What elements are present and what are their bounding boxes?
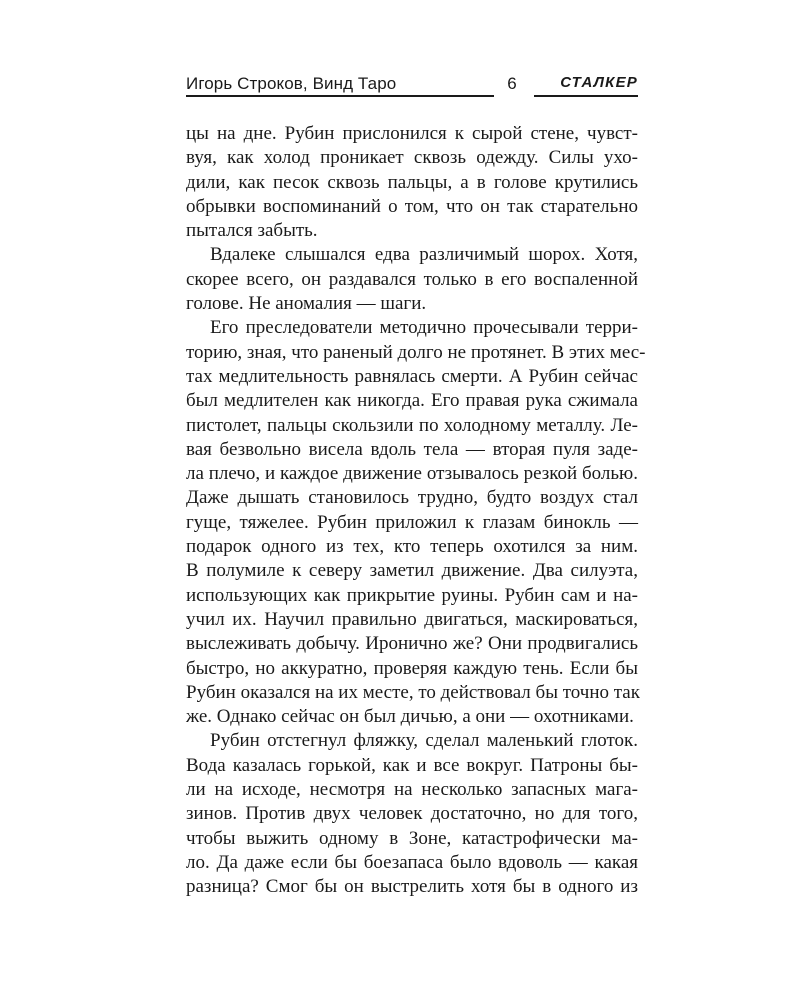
text-line: разница? Смог бы он выстрелить хотя бы в одного из <box>186 876 638 898</box>
header-series-title: СТАЛКЕР <box>560 74 638 91</box>
text-line: Его преследователи методично прочесывали терри- <box>210 317 638 339</box>
text-line: выслеживать добычу. Иронично же? Они продвигались <box>186 633 638 655</box>
text-line: гуще, тяжелее. Рубин приложил к глазам бинокль — <box>186 511 638 533</box>
text-line: подарок одного из тех, кто теперь охотился за ним. <box>186 536 638 558</box>
header-rule-left <box>186 95 494 97</box>
text-line: ло. Да даже если бы боезапаса было вдоволь — какая <box>186 851 638 873</box>
text-line: В полумиле к северу заметил движение. Два силуэта, <box>186 560 638 582</box>
text-line: ла плечо, и каждое движение отзывалось резкой болью. <box>186 463 638 485</box>
text-line: Даже дышать становилось трудно, будто воздух стал <box>186 487 638 509</box>
header-authors: Игорь Строков, Винд Таро <box>186 74 397 93</box>
text-line: вуя, как холод проникает сквозь одежду. Силы ухо- <box>186 147 638 169</box>
text-line: ли на исходе, несмотря на несколько запасных мага- <box>186 779 638 801</box>
paragraph <box>186 122 638 243</box>
header-rule-right <box>534 95 638 97</box>
text-line: Рубин оказался на их месте, то действовал бы точно так <box>186 681 640 703</box>
text-line: пистолет, пальцы скользили по холодному металлу. Ле- <box>186 414 638 436</box>
text-line: чтобы выжить одному в Зоне, катастрофически ма- <box>186 827 638 849</box>
page-number: 6 <box>507 74 517 93</box>
text-line: зинов. Против двух человек достаточно, но для того, <box>186 803 638 825</box>
text-line: пытался забыть. <box>186 220 318 242</box>
paragraph <box>186 729 638 899</box>
body-text <box>186 122 646 900</box>
text-line: использующих как прикрытие руины. Рубин сам и на- <box>186 584 638 606</box>
text-line: был медлителен как никогда. Его правая рука сжимала <box>186 390 638 412</box>
text-line: Вода казалась горькой, как и все вокруг. Патроны бы- <box>186 754 638 776</box>
text-line: быстро, но аккуратно, проверяя каждую тень. Если бы <box>186 657 638 679</box>
text-line: торию, зная, что раненый долго не протянет. В этих мес- <box>186 341 646 363</box>
text-line: же. Однако сейчас он был дичью, а они — охотниками. <box>186 706 634 728</box>
paragraph <box>186 316 646 729</box>
text-line: вая безвольно висела вдоль тела — вторая пуля заде- <box>186 438 638 460</box>
text-line: скорее всего, он раздавался только в его воспаленной <box>186 268 638 290</box>
text-line: цы на дне. Рубин прислонился к сырой стене, чувст- <box>186 123 638 144</box>
text-line: Вдалеке слышался едва различимый шорох. Хотя, <box>210 244 638 266</box>
running-header <box>186 72 638 100</box>
text-line: дили, как песок сквозь пальцы, а в голове крутились <box>186 171 638 193</box>
paragraph <box>186 243 638 316</box>
text-line: учил их. Научил правильно двигаться, маскироваться, <box>186 608 638 630</box>
text-line: Рубин отстегнул фляжку, сделал маленький глоток. <box>210 730 638 752</box>
text-line: тах медлительность равнялась смерти. А Рубин сейчас <box>186 365 638 387</box>
text-line: обрывки воспоминаний о том, что он так старательно <box>186 195 638 217</box>
text-line: голове. Не аномалия — шаги. <box>186 293 427 315</box>
